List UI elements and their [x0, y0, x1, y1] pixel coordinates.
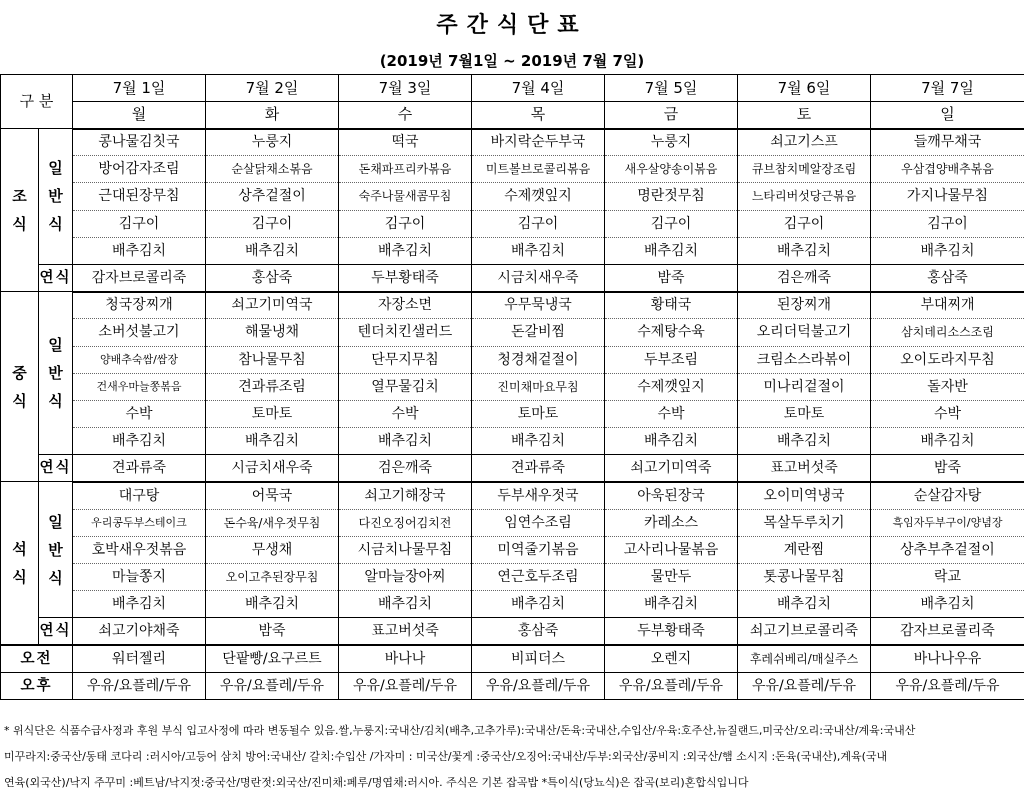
snack-item: 바나나 [339, 645, 472, 672]
menu-item: 양배추숙쌈/쌈장 [73, 346, 206, 373]
date-cell: 7월 2일 [206, 75, 339, 102]
snack-item: 우유/요플레/두유 [73, 672, 206, 699]
dinner-label-char: 석 [12, 540, 27, 559]
menu-item: 큐브참치메알장조림 [738, 156, 871, 183]
lunch-label-char: 중 [12, 363, 27, 382]
menu-item: 부대찌개 [871, 292, 1024, 319]
menu-item: 수박 [73, 400, 206, 427]
soft-diet-item: 홍삼죽 [871, 264, 1024, 291]
menu-item: 상추겉절이 [206, 183, 339, 210]
soft-diet-item: 검은깨죽 [339, 455, 472, 482]
weekly-menu-table [0, 74, 1024, 700]
soft-diet-item: 밤죽 [206, 618, 339, 645]
menu-item: 배추김치 [738, 591, 871, 618]
menu-item: 배추김치 [472, 428, 605, 455]
soft-diet-item: 홍삼죽 [472, 618, 605, 645]
menu-item: 배추김치 [206, 237, 339, 264]
menu-item: 김구이 [871, 210, 1024, 237]
soft-diet-item: 견과류죽 [73, 455, 206, 482]
menu-item: 새우살양송이볶음 [605, 156, 738, 183]
pm_snack-label: 오후 [1, 672, 73, 699]
breakfast-general-label [39, 129, 73, 265]
menu-item: 근대된장무침 [73, 183, 206, 210]
menu-item: 방어감자조림 [73, 156, 206, 183]
soft-diet-item: 두부황태죽 [339, 264, 472, 291]
menu-item: 배추김치 [339, 237, 472, 264]
snack-item: 바나나우유 [871, 645, 1024, 672]
snack-item: 단팥빵/요구르트 [206, 645, 339, 672]
lunch-general-label-char: 식 [48, 392, 63, 411]
menu-item: 배추김치 [871, 237, 1024, 264]
dinner-general-label-char: 일 [48, 512, 63, 531]
soft-diet-item: 쇠고기브로콜리죽 [738, 618, 871, 645]
weekday-cell: 월 [73, 102, 206, 129]
menu-item: 호박새우젓볶음 [73, 536, 206, 563]
menu-item: 청국장찌개 [73, 292, 206, 319]
menu-item: 순살닭채소볶음 [206, 156, 339, 183]
menu-item: 배추김치 [605, 237, 738, 264]
menu-item: 수박 [605, 400, 738, 427]
menu-item: 김구이 [472, 210, 605, 237]
menu-item: 배추김치 [206, 428, 339, 455]
menu-item: 돈수육/새우젓무침 [206, 509, 339, 536]
menu-item: 임연수조림 [472, 509, 605, 536]
breakfast-label-char: 식 [12, 215, 27, 234]
am_snack-label: 오전 [1, 645, 73, 672]
menu-item: 미역줄기볶음 [472, 536, 605, 563]
breakfast-general-label-char: 반 [48, 187, 63, 206]
snack-item: 우유/요플레/두유 [339, 672, 472, 699]
menu-item: 상추부추겉절이 [871, 536, 1024, 563]
menu-item: 돌자반 [871, 373, 1024, 400]
menu-item: 자장소면 [339, 292, 472, 319]
menu-item: 순살감자탕 [871, 482, 1024, 509]
soft-diet-item: 표고버섯죽 [738, 455, 871, 482]
menu-item: 배추김치 [871, 591, 1024, 618]
lunch-general-label-char: 일 [48, 336, 63, 355]
menu-item: 토마토 [472, 400, 605, 427]
menu-item: 오이도라지무침 [871, 346, 1024, 373]
soft-diet-label: 연식 [39, 618, 73, 645]
footnote-line: 연육(외국산)/낙지 주꾸미 :베트남/낙지젓:중국산/명란젓:외국산/진미채:페루/명엽채:러시아. 주식은 기본 잡곡밥 *특이식(당뇨식)은 잡곡(보리)혼합식입니다 [4, 776, 749, 789]
menu-item: 떡국 [339, 129, 472, 156]
footnote-line: * 위식단은 식품수급사정과 후원 부식 입고사정에 따라 변동될수 있음.쌀,누룽지:국내산/김치(배추,고추가루):국내산/돈육:국내산,수입산/우육:호주산,뉴질랜드,미국산/오리:국내산/계육:국내산 [4, 724, 916, 737]
menu-item: 수제탕수육 [605, 319, 738, 346]
soft-diet-item: 견과류죽 [472, 455, 605, 482]
menu-item: 김구이 [738, 210, 871, 237]
menu-item: 시금치나물무침 [339, 536, 472, 563]
menu-item: 수박 [339, 400, 472, 427]
soft-diet-item: 쇠고기야채죽 [73, 618, 206, 645]
soft-diet-item: 시금치새우죽 [472, 264, 605, 291]
menu-item: 톳콩나물무침 [738, 564, 871, 591]
snack-item: 비피더스 [472, 645, 605, 672]
menu-item: 두부새우젓국 [472, 482, 605, 509]
menu-item: 바지락순두부국 [472, 129, 605, 156]
menu-item: 목살두루치기 [738, 509, 871, 536]
lunch-general-label [39, 292, 73, 455]
menu-item: 배추김치 [73, 428, 206, 455]
menu-item: 다진오징어김치전 [339, 509, 472, 536]
menu-item: 계란찜 [738, 536, 871, 563]
menu-item: 배추김치 [472, 237, 605, 264]
weekday-cell: 토 [738, 102, 871, 129]
menu-item: 누룽지 [605, 129, 738, 156]
menu-item: 삼치데리소스조림 [871, 319, 1024, 346]
menu-item: 연근호두조림 [472, 564, 605, 591]
menu-item: 가지나물무침 [871, 183, 1024, 210]
date-cell: 7월 1일 [73, 75, 206, 102]
menu-item: 배추김치 [738, 237, 871, 264]
snack-item: 우유/요플레/두유 [605, 672, 738, 699]
menu-item: 배추김치 [206, 591, 339, 618]
snack-item: 워터젤리 [73, 645, 206, 672]
menu-item: 쇠고기해장국 [339, 482, 472, 509]
menu-item: 진미채마요무침 [472, 373, 605, 400]
menu-item: 쇠고기미역국 [206, 292, 339, 319]
date-cell: 7월 6일 [738, 75, 871, 102]
menu-item: 우무묵냉국 [472, 292, 605, 319]
menu-item: 된장찌개 [738, 292, 871, 319]
menu-item: 누룽지 [206, 129, 339, 156]
menu-item: 알마늘장아찌 [339, 564, 472, 591]
lunch-label-char: 식 [12, 391, 27, 410]
menu-item: 마늘쫑지 [73, 564, 206, 591]
snack-item: 우유/요플레/두유 [738, 672, 871, 699]
menu-item: 오이고추된장무침 [206, 564, 339, 591]
menu-item: 배추김치 [738, 428, 871, 455]
date-cell: 7월 3일 [339, 75, 472, 102]
menu-item: 우리콩두부스테이크 [73, 509, 206, 536]
snack-item: 우유/요플레/두유 [206, 672, 339, 699]
menu-item: 쇠고기스프 [738, 129, 871, 156]
menu-item: 미트볼브로콜리볶음 [472, 156, 605, 183]
menu-item: 돈채파프리카볶음 [339, 156, 472, 183]
date-cell: 7월 4일 [472, 75, 605, 102]
menu-item: 숙주나물새콤무침 [339, 183, 472, 210]
page-title: 주간식단표 [436, 13, 588, 38]
menu-item: 토마토 [738, 400, 871, 427]
menu-item: 크림소스라볶이 [738, 346, 871, 373]
snack-item: 우유/요플레/두유 [472, 672, 605, 699]
lunch-general-label-char: 반 [48, 364, 63, 383]
dinner-general-label-char: 식 [48, 568, 63, 587]
menu-item: 텐더치킨샐러드 [339, 319, 472, 346]
weekday-cell: 목 [472, 102, 605, 129]
soft-diet-item: 검은깨죽 [738, 264, 871, 291]
menu-item: 소버섯불고기 [73, 319, 206, 346]
dinner-label [1, 482, 39, 645]
footnote-line: 미꾸라지:중국산/동태 코다리 :러시아/고등어 삼치 방어:국내산/ 갈치:수입산 /가자미 : 미국산/꽃게 :중국산/오징어:국내산/두부:외국산/콩비지 :외국산/햄 소시지 :돈육(국내산),계육(국내 [4, 750, 888, 763]
menu-item: 카레소스 [605, 509, 738, 536]
menu-item: 들깨무채국 [871, 129, 1024, 156]
breakfast-label [1, 129, 39, 292]
weekday-cell: 화 [206, 102, 339, 129]
soft-diet-item: 홍삼죽 [206, 264, 339, 291]
weekday-cell: 일 [871, 102, 1024, 129]
menu-item: 돈갈비찜 [472, 319, 605, 346]
soft-diet-label: 연식 [39, 264, 73, 291]
menu-item: 두부조림 [605, 346, 738, 373]
menu-item: 단무지무침 [339, 346, 472, 373]
menu-item: 배추김치 [73, 237, 206, 264]
menu-item: 배추김치 [73, 591, 206, 618]
dinner-general-label [39, 482, 73, 618]
soft-diet-item: 시금치새우죽 [206, 455, 339, 482]
menu-item: 아욱된장국 [605, 482, 738, 509]
menu-item: 어묵국 [206, 482, 339, 509]
snack-item: 후레쉬베리/매실주스 [738, 645, 871, 672]
menu-item: 흑임자두부구이/양념장 [871, 509, 1024, 536]
menu-item: 건새우마늘쫑볶음 [73, 373, 206, 400]
menu-item: 배추김치 [472, 591, 605, 618]
snack-item: 우유/요플레/두유 [871, 672, 1024, 699]
menu-item: 오리더덕불고기 [738, 319, 871, 346]
menu-item: 배추김치 [605, 428, 738, 455]
soft-diet-item: 쇠고기미역죽 [605, 455, 738, 482]
period-subtitle: (2019년 7월1일 ~ 2019년 7월 7일) [379, 52, 645, 70]
dinner-general-label-char: 반 [48, 540, 63, 559]
snack-item: 오렌지 [605, 645, 738, 672]
soft-diet-item: 감자브로콜리죽 [871, 618, 1024, 645]
menu-item: 고사리나물볶음 [605, 536, 738, 563]
date-cell: 7월 5일 [605, 75, 738, 102]
menu-item: 수제깻잎지 [605, 373, 738, 400]
menu-item: 무생채 [206, 536, 339, 563]
menu-item: 참나물무침 [206, 346, 339, 373]
soft-diet-item: 두부황태죽 [605, 618, 738, 645]
footnote [4, 718, 1020, 796]
menu-item: 오이미역냉국 [738, 482, 871, 509]
menu-item: 대구탕 [73, 482, 206, 509]
soft-diet-label: 연식 [39, 455, 73, 482]
menu-item: 명란젓무침 [605, 183, 738, 210]
menu-item: 미나리겉절이 [738, 373, 871, 400]
menu-item: 느타리버섯당근볶음 [738, 183, 871, 210]
dinner-label-char: 식 [12, 568, 27, 587]
breakfast-label-char: 조 [12, 187, 27, 206]
date-cell: 7월 7일 [871, 75, 1024, 102]
soft-diet-item: 감자브로콜리죽 [73, 264, 206, 291]
menu-item: 콩나물김칫국 [73, 129, 206, 156]
menu-item: 락교 [871, 564, 1024, 591]
menu-item: 우삼겹양배추볶음 [871, 156, 1024, 183]
soft-diet-item: 밤죽 [605, 264, 738, 291]
menu-item: 배추김치 [871, 428, 1024, 455]
menu-item: 열무물김치 [339, 373, 472, 400]
menu-item: 황태국 [605, 292, 738, 319]
menu-item: 물만두 [605, 564, 738, 591]
menu-item: 김구이 [206, 210, 339, 237]
menu-item: 김구이 [73, 210, 206, 237]
menu-item: 견과류조림 [206, 373, 339, 400]
soft-diet-item: 표고버섯죽 [339, 618, 472, 645]
lunch-label [1, 292, 39, 482]
menu-item: 토마토 [206, 400, 339, 427]
weekday-cell: 수 [339, 102, 472, 129]
menu-item: 수박 [871, 400, 1024, 427]
menu-item: 수제깻잎지 [472, 183, 605, 210]
menu-item: 해물냉채 [206, 319, 339, 346]
category-header: 구 분 [1, 75, 73, 129]
menu-item: 배추김치 [339, 591, 472, 618]
soft-diet-item: 밤죽 [871, 455, 1024, 482]
breakfast-general-label-char: 일 [48, 159, 63, 178]
menu-item: 김구이 [605, 210, 738, 237]
menu-item: 배추김치 [339, 428, 472, 455]
breakfast-general-label-char: 식 [48, 215, 63, 234]
menu-item: 김구이 [339, 210, 472, 237]
menu-item: 청경채겉절이 [472, 346, 605, 373]
weekday-cell: 금 [605, 102, 738, 129]
menu-item: 배추김치 [605, 591, 738, 618]
